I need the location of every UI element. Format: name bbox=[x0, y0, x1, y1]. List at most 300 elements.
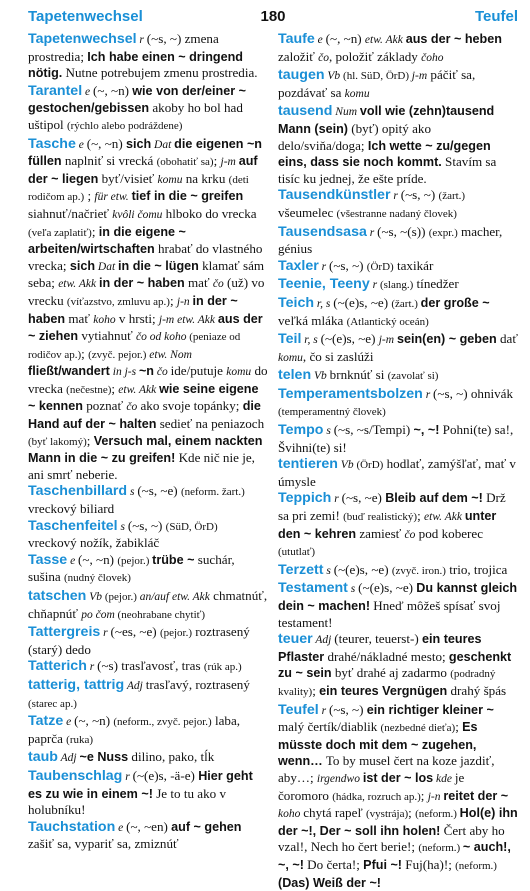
dictionary-entry bbox=[278, 331, 518, 366]
translation-text: ; bbox=[455, 719, 463, 735]
translation-text: , čo si zaslúži bbox=[302, 348, 374, 364]
translation-text: páčiť sa, pozdávať sa bbox=[278, 67, 476, 100]
dictionary-entry bbox=[28, 677, 268, 712]
grammar-note: e bbox=[67, 554, 79, 567]
translation-text: taxikár bbox=[393, 257, 434, 273]
idiom-phrase: ein teures Pflaster bbox=[278, 632, 482, 664]
usage-label: (deti rodičom ap.) bbox=[28, 173, 249, 204]
dictionary-entry bbox=[28, 624, 268, 657]
grammar-note: čo od koho bbox=[136, 331, 187, 344]
headword: Temperamentsbolzen bbox=[278, 385, 423, 402]
translation-text: To by musel čert na koze jazdiť, aby…; bbox=[278, 753, 495, 785]
translation-text: hlboko do vrecka bbox=[162, 205, 257, 221]
grammar-note: etw. Akk bbox=[58, 278, 99, 291]
idiom-phrase: tief in die ~ greifen bbox=[131, 189, 244, 204]
headword: Tempo bbox=[278, 422, 324, 439]
idiom-phrase: voll wie (zehn)tausend Mann (sein) bbox=[278, 104, 495, 136]
idiom-phrase: aus der ~ ziehen bbox=[28, 311, 263, 344]
translation-text: všeumelec bbox=[278, 204, 337, 220]
headword: Terzett bbox=[278, 561, 324, 578]
translation-text: (~, ~n) bbox=[86, 135, 126, 151]
translation-text: laba, paprča bbox=[28, 713, 241, 746]
grammar-note: čo bbox=[154, 366, 171, 379]
grammar-note: r bbox=[331, 493, 342, 506]
grammar-note: r bbox=[366, 226, 378, 239]
headword: Tausendkünstler bbox=[278, 187, 391, 204]
translation-text: naplniť si vrecká bbox=[61, 153, 157, 169]
usage-label: (neohrabane chytiť) bbox=[114, 608, 205, 621]
grammar-note: e bbox=[75, 138, 87, 151]
idiom-phrase: Hol(e) ihn der ~!, Der ~ soll ihn holen! bbox=[278, 806, 518, 838]
translation-text: brnknúť si bbox=[329, 367, 388, 383]
translation-text: Čert aby ho vzal!, Nech ho čert berie!; bbox=[278, 822, 505, 855]
grammar-note: r bbox=[390, 190, 401, 203]
grammar-note: r bbox=[318, 260, 329, 273]
usage-label: (pejor.) bbox=[104, 591, 140, 603]
headword: Tatze bbox=[28, 713, 64, 730]
grammar-note: koho bbox=[93, 313, 116, 326]
translation-text: ; bbox=[169, 292, 177, 308]
grammar-note: r bbox=[136, 34, 147, 46]
translation-text: ako svoje topánky; bbox=[137, 398, 243, 414]
headword: Teil bbox=[278, 331, 302, 348]
usage-label: (víťazstvo, zmluvu ap.) bbox=[66, 295, 170, 308]
grammar-note: r, s bbox=[314, 297, 334, 310]
dictionary-entry bbox=[28, 31, 268, 82]
translation-text: suchár, sušina bbox=[28, 551, 235, 585]
translation-text: Pohni(te) sa!, Švihni(te) si! bbox=[278, 422, 514, 455]
usage-label: (rýchlo alebo podráždene) bbox=[66, 119, 183, 132]
idiom-phrase: (Das) Weiß der ~! bbox=[278, 875, 381, 890]
idiom-phrase: ein richtiger kleiner ~ bbox=[366, 702, 494, 717]
translation-text: siahnuť/načrieť bbox=[28, 205, 113, 221]
idiom-phrase: ~, ~! bbox=[413, 423, 440, 438]
dictionary-entry bbox=[278, 103, 518, 186]
grammar-note: s bbox=[127, 486, 138, 499]
translation-text: (už) vo vrecku bbox=[28, 275, 265, 308]
translation-text: (~, ~en) bbox=[126, 818, 172, 834]
headword: Taxler bbox=[278, 257, 319, 274]
grammar-note: kvôli čomu bbox=[112, 208, 163, 221]
usage-label: (veľa zaplatiť) bbox=[28, 226, 92, 239]
translation-text: macher, génius bbox=[278, 223, 503, 257]
usage-label: (hl. SüD, ÖrD) bbox=[343, 70, 412, 83]
translation-text: poznať bbox=[82, 398, 127, 414]
idiom-phrase: der große ~ bbox=[420, 295, 490, 310]
idiom-phrase: Ich habe einen ~ dringend nötig. bbox=[28, 49, 243, 81]
headword: Testament bbox=[278, 580, 348, 597]
dictionary-entry bbox=[28, 768, 268, 818]
translation-text: drahé/nákladné mesto; bbox=[324, 648, 449, 664]
usage-label: (zvyč. pejor.) bbox=[88, 348, 147, 361]
translation-text: dať bbox=[496, 331, 518, 347]
grammar-note: j-m bbox=[411, 70, 428, 83]
idiom-phrase: in der ~ haben bbox=[28, 293, 238, 326]
grammar-note: etw. Akk bbox=[364, 34, 406, 46]
right-column bbox=[278, 31, 518, 890]
grammar-note: čo bbox=[404, 528, 416, 541]
usage-label: (ruka) bbox=[66, 733, 94, 746]
translation-text: klamať sám seba; bbox=[28, 257, 265, 291]
idiom-phrase: Bleib auf dem ~! bbox=[385, 491, 483, 506]
headword: Tasche bbox=[28, 135, 76, 152]
dictionary-entry bbox=[28, 483, 268, 516]
grammar-note: etw. Akk bbox=[118, 383, 160, 396]
idiom-phrase: die eigenen ~n füllen bbox=[28, 136, 263, 169]
translation-text: (~, ~n) bbox=[93, 82, 133, 98]
translation-text: Drž sa pri zemi! bbox=[278, 490, 506, 524]
usage-label: (neform.) bbox=[418, 842, 463, 855]
grammar-note: s bbox=[323, 425, 334, 438]
translation-text: zamiesť bbox=[356, 525, 405, 541]
dictionary-entry bbox=[28, 588, 268, 623]
headword: tausend bbox=[278, 103, 333, 120]
translation-text: Fuj(ha)!; bbox=[402, 856, 456, 872]
translation-text: je čoromoro bbox=[278, 769, 465, 803]
headword: taugen bbox=[278, 67, 325, 84]
usage-label: (nezbedné dieťa) bbox=[380, 722, 456, 735]
usage-label: (Atlantický oceán) bbox=[346, 315, 429, 328]
grammar-note: irgendwo bbox=[316, 772, 363, 785]
usage-label: (zvyč. iron.) bbox=[391, 564, 446, 577]
translation-text: (~(e)s, -ä-e) bbox=[132, 767, 199, 783]
translation-text: (~(e)s, ~e) bbox=[320, 331, 379, 347]
usage-label: (pejor.) bbox=[117, 554, 153, 567]
translation-text: na krku bbox=[182, 170, 229, 186]
translation-text: mať bbox=[184, 275, 213, 291]
dictionary-entry bbox=[278, 187, 518, 222]
left-column bbox=[28, 31, 268, 852]
dictionary-entry bbox=[278, 562, 518, 580]
translation-text: (~(e)s, ~e) bbox=[333, 294, 392, 310]
idiom-phrase: in die ~ lügen bbox=[118, 258, 199, 273]
translation-text: drahý špás bbox=[447, 682, 507, 698]
page-number: 180 bbox=[260, 8, 286, 25]
headword: telen bbox=[278, 367, 312, 384]
translation-text: (byť) opitý ako delo/sviňa/doga; bbox=[278, 120, 432, 153]
translation-text: byť/visieť bbox=[98, 170, 158, 186]
grammar-note: Vb bbox=[324, 70, 344, 83]
idiom-phrase: sein(en) ~ geben bbox=[396, 332, 497, 347]
headword: Teich bbox=[278, 294, 315, 311]
translation-text: ; bbox=[420, 787, 428, 803]
translation-text: ; bbox=[312, 682, 320, 698]
translation-text: mať bbox=[65, 310, 94, 326]
translation-text: (~, ~n) bbox=[78, 551, 118, 567]
dictionary-entry bbox=[28, 749, 268, 767]
translation-text: Je to tu ako v holubníku! bbox=[28, 785, 227, 818]
idiom-phrase: Hier geht es zu wie in einem ~! bbox=[28, 768, 253, 801]
translation-text: ; bbox=[84, 188, 95, 204]
grammar-note: etw. Nom bbox=[146, 348, 192, 361]
grammar-note: Vb bbox=[337, 459, 357, 472]
translation-text: malý čertík/diablik bbox=[278, 719, 381, 735]
page-header bbox=[28, 8, 518, 31]
headword: Taschenfeitel bbox=[28, 517, 118, 534]
headword: Teufel bbox=[278, 701, 319, 718]
grammar-note: e bbox=[314, 34, 326, 46]
idiom-phrase: Du kannst gleich dein ~ machen! bbox=[278, 581, 518, 613]
grammar-note: Dat bbox=[151, 138, 175, 151]
grammar-note: an/auf etw. Akk bbox=[139, 591, 210, 603]
usage-label: (temperamentný človek) bbox=[278, 406, 386, 419]
grammar-note: komu bbox=[278, 351, 303, 364]
headword: Teenie, Teeny bbox=[278, 276, 370, 293]
usage-label: (slang.) bbox=[379, 279, 414, 292]
translation-text: (~s, ~) ohnivák bbox=[433, 385, 514, 401]
idiom-phrase: ist der ~ los bbox=[362, 770, 434, 785]
grammar-note: s bbox=[117, 520, 128, 533]
grammar-note: für etw. bbox=[94, 191, 132, 204]
grammar-note: r bbox=[122, 770, 133, 783]
headword: Tarantel bbox=[28, 82, 83, 99]
translation-text: založiť bbox=[278, 48, 319, 64]
usage-label: (buď realistický) bbox=[343, 511, 418, 524]
idiom-phrase: geschenkt zu ~ sein bbox=[278, 649, 512, 681]
grammar-note: Vb bbox=[311, 370, 330, 383]
usage-label: (neform. žart.) bbox=[180, 486, 245, 499]
translation-text: (~s, ~(s)) bbox=[377, 223, 429, 239]
translation-text: ; bbox=[91, 223, 99, 239]
dictionary-entry bbox=[28, 658, 268, 676]
translation-text: (~s, ~) bbox=[328, 701, 367, 717]
translation-text: v hrsti; bbox=[115, 310, 159, 326]
translation-text: (~s, ~e) bbox=[137, 483, 181, 499]
grammar-note: j-m etw. Akk bbox=[158, 313, 218, 326]
grammar-note: e bbox=[115, 821, 127, 834]
usage-label: (ÖrD) bbox=[366, 260, 394, 273]
translation-text: (~es, ~e) bbox=[110, 624, 160, 640]
usage-label: (žart.) bbox=[391, 297, 421, 310]
headword: Tausendsasa bbox=[278, 223, 367, 240]
grammar-note: Dat bbox=[95, 260, 119, 273]
usage-label: (ututlať) bbox=[278, 546, 316, 559]
usage-label: (neform.) bbox=[455, 859, 497, 872]
grammar-note: e bbox=[82, 85, 93, 98]
translation-text: dilino, pako, tĺk bbox=[128, 749, 215, 765]
grammar-note: r bbox=[369, 279, 380, 292]
dictionary-entry bbox=[28, 518, 268, 551]
grammar-note: r bbox=[318, 704, 329, 717]
dictionary-entry bbox=[278, 631, 518, 700]
usage-label: (byť lakomý) bbox=[28, 435, 87, 448]
translation-text: Stavím sa tisíc ku jednej, že ešte príde. bbox=[278, 154, 497, 186]
translation-text: (~, ~n) bbox=[74, 713, 114, 729]
usage-label: (podradný kvality) bbox=[278, 668, 496, 698]
usage-label: (hádka, rozruch ap.) bbox=[332, 790, 421, 803]
headword: Tapetenwechsel bbox=[28, 31, 137, 47]
grammar-note: j-n bbox=[427, 790, 444, 803]
dictionary-entry bbox=[278, 367, 518, 385]
translation-text: (~s, ~s/Tempi) bbox=[333, 422, 414, 438]
dictionary-entry bbox=[278, 386, 518, 421]
translation-text: zašiť sa, vypariť sa, zmiznúť bbox=[28, 836, 179, 852]
dictionary-entry bbox=[28, 552, 268, 587]
usage-label: (peniaze od rodičov ap.) bbox=[28, 331, 241, 361]
idiom-phrase: auf der ~ liegen bbox=[28, 154, 258, 186]
usage-label: (SüD, ÖrD) bbox=[165, 520, 218, 533]
grammar-note: r bbox=[100, 627, 111, 640]
idiom-phrase: in der ~ haben bbox=[98, 276, 185, 291]
idiom-phrase: reitet der ~ bbox=[443, 788, 509, 803]
idiom-phrase: fließt/wandert bbox=[28, 364, 110, 379]
grammar-note: s bbox=[347, 583, 359, 596]
usage-label: (vystrája) bbox=[366, 808, 409, 821]
headword: Tauchstation bbox=[28, 818, 116, 835]
translation-text: ; bbox=[408, 805, 416, 821]
idiom-phrase: die Hand auf der ~ halten bbox=[28, 399, 261, 432]
translation-text: trasľavý, roztrasený bbox=[145, 676, 250, 692]
grammar-note: Num bbox=[332, 106, 360, 119]
headword: Tasse bbox=[28, 551, 68, 568]
translation-text: Nutne potrebujem zmenu prostredia. bbox=[62, 65, 258, 81]
usage-label: (pejor.) bbox=[159, 627, 193, 640]
translation-text: byť drahé aj zadarmo bbox=[331, 665, 451, 681]
headword: Teppich bbox=[278, 490, 332, 507]
grammar-note: r bbox=[86, 661, 98, 674]
dictionary-entry bbox=[278, 456, 518, 489]
translation-text: ; bbox=[81, 345, 89, 361]
grammar-note: čoho bbox=[421, 51, 444, 64]
translation-text: ide/putuje bbox=[170, 363, 227, 379]
grammar-note: komu bbox=[226, 366, 252, 379]
idiom-phrase: sich bbox=[69, 258, 96, 273]
idiom-phrase: wie von der/einer ~ gestochen/gebissen bbox=[28, 83, 247, 116]
idiom-phrase: sich bbox=[125, 136, 152, 151]
translation-text: , položiť základy bbox=[329, 48, 422, 64]
translation-text: (teurer, teuerst-) bbox=[334, 631, 423, 647]
translation-text: pod koberec bbox=[415, 525, 484, 541]
grammar-note: r bbox=[422, 388, 434, 401]
translation-text: Do čerta!; bbox=[303, 856, 364, 872]
grammar-note: r, s bbox=[301, 334, 321, 347]
translation-text: vytiahnuť bbox=[78, 328, 137, 344]
translation-text: (~(e)s, ~e) bbox=[358, 580, 417, 596]
usage-label: (starec ap.) bbox=[28, 697, 77, 710]
usage-label: (neform.) bbox=[415, 808, 460, 821]
grammar-note: s bbox=[323, 564, 334, 577]
headword: Taschenbillard bbox=[28, 483, 128, 500]
grammar-note: po čom bbox=[81, 608, 115, 621]
translation-text: chytá rapeľ bbox=[303, 805, 366, 821]
idiom-phrase: wie seine eigene ~ kennen bbox=[28, 381, 259, 414]
grammar-note: Vb bbox=[86, 591, 105, 603]
idiom-phrase: Ich wette ~ zu/gegen eins, dass sie noch kommt. bbox=[278, 138, 491, 170]
usage-label: (zavolať si) bbox=[387, 370, 439, 383]
dictionary-entry bbox=[278, 31, 518, 66]
dictionary-entry bbox=[278, 295, 518, 330]
translation-text: Kde nič nie je, ani smrť neberie. bbox=[28, 450, 255, 482]
dictionary-entry bbox=[28, 713, 268, 748]
idiom-phrase: ein teures Vergnügen bbox=[319, 683, 448, 698]
dictionary-entry bbox=[278, 276, 518, 294]
grammar-note: etw. Akk bbox=[424, 511, 465, 524]
translation-text: tínedžer bbox=[413, 276, 459, 292]
usage-label: (žart.) bbox=[438, 190, 466, 203]
translation-text: vreckový biliard bbox=[28, 501, 115, 517]
translation-text: (~s, ~) bbox=[328, 257, 367, 273]
translation-text: vreckový nožík, žabikláč bbox=[28, 535, 160, 551]
dictionary-entry bbox=[278, 490, 518, 560]
translation-text: ; bbox=[86, 432, 94, 448]
idiom-phrase: ~ auch!, ~, ~! bbox=[278, 840, 511, 872]
dictionary-entry bbox=[278, 702, 518, 891]
grammar-note: Adj bbox=[312, 634, 335, 647]
idiom-phrase: Es müsste doch mit dem ~ zugehen, wenn… bbox=[278, 720, 478, 769]
translation-text: hodlať, zamýšľať, mať v úmysle bbox=[278, 456, 516, 489]
translation-text: veľká mláka bbox=[278, 312, 347, 328]
idiom-phrase: Versuch mal, einem nackten Mann in die ~ zu greifen! bbox=[28, 433, 263, 466]
headword: Tattergreis bbox=[28, 624, 101, 641]
headword: tatterig, tattrig bbox=[28, 676, 125, 693]
usage-label: (nečestne) bbox=[66, 383, 112, 396]
grammar-note: koho bbox=[278, 808, 304, 821]
headword: Tatterich bbox=[28, 658, 87, 675]
translation-text: hrabať do vlastného vrecka; bbox=[28, 241, 263, 273]
headword: tentieren bbox=[278, 456, 338, 473]
dictionary-entry bbox=[278, 67, 518, 102]
usage-label: (ÖrD) bbox=[356, 459, 384, 472]
grammar-note: kde bbox=[433, 772, 455, 785]
idiom-phrase: ~e Nuss bbox=[79, 750, 129, 765]
grammar-note: komu bbox=[344, 87, 370, 100]
translation-text: trio, trojica bbox=[445, 561, 508, 577]
usage-label: (obohatiť sa) bbox=[156, 156, 214, 169]
translation-text: (~s, ~) bbox=[400, 187, 439, 203]
grammar-note: j-m bbox=[378, 334, 397, 347]
running-head-last-entry: Teufel bbox=[474, 8, 518, 25]
translation-text: (~s, ~) zmena prostredia; bbox=[28, 31, 219, 64]
headword: Taubenschlag bbox=[28, 767, 123, 784]
dictionary-entry bbox=[28, 819, 268, 852]
idiom-phrase: unter den ~ kehren bbox=[278, 509, 497, 541]
translation-text: (~s, ~e) bbox=[341, 490, 386, 506]
translation-text: chmatnúť, chňapnúť bbox=[28, 588, 268, 621]
translation-text: (~s, ~) bbox=[127, 517, 166, 533]
headword: taub bbox=[28, 749, 58, 766]
grammar-note: Adj bbox=[57, 752, 80, 765]
dictionary-entry bbox=[278, 258, 518, 276]
dictionary-entry bbox=[28, 136, 268, 483]
usage-label: (rúk ap.) bbox=[203, 661, 242, 674]
usage-label: (všestranne nadaný človek) bbox=[336, 207, 457, 220]
grammar-note: j-n bbox=[176, 295, 193, 308]
idiom-phrase: trübe ~ bbox=[152, 552, 195, 567]
grammar-note: čo bbox=[318, 51, 329, 64]
translation-text: sedieť na peniazoch bbox=[156, 416, 265, 432]
idiom-phrase: Pfui ~! bbox=[363, 857, 403, 872]
translation-text: ; bbox=[417, 508, 425, 524]
translation-text: (~, ~n) bbox=[325, 31, 365, 46]
grammar-note: komu bbox=[157, 173, 183, 186]
headword: Taufe bbox=[278, 31, 315, 47]
grammar-note: Adj bbox=[124, 679, 146, 692]
translation-text: Hneď môžeš spísať svoj testament! bbox=[278, 598, 501, 630]
translation-text: ; bbox=[213, 153, 221, 169]
dictionary-entry bbox=[28, 83, 268, 135]
translation-text: ; bbox=[111, 380, 119, 396]
usage-label: (nudný človek) bbox=[64, 572, 131, 585]
headword: tatschen bbox=[28, 588, 87, 604]
running-head-first-entry: Tapetenwechsel bbox=[28, 8, 143, 25]
idiom-phrase: auf ~ gehen bbox=[171, 819, 242, 834]
grammar-note: e bbox=[63, 716, 75, 729]
usage-label: (expr.) bbox=[428, 226, 458, 239]
idiom-phrase: in die eigene ~ arbeiten/wirtschaften bbox=[28, 224, 186, 257]
usage-label: (neform., zvyč. pejor.) bbox=[113, 716, 212, 729]
grammar-note: in j-s bbox=[109, 366, 139, 379]
translation-text: (~s) trasľavosť, tras bbox=[97, 658, 204, 674]
